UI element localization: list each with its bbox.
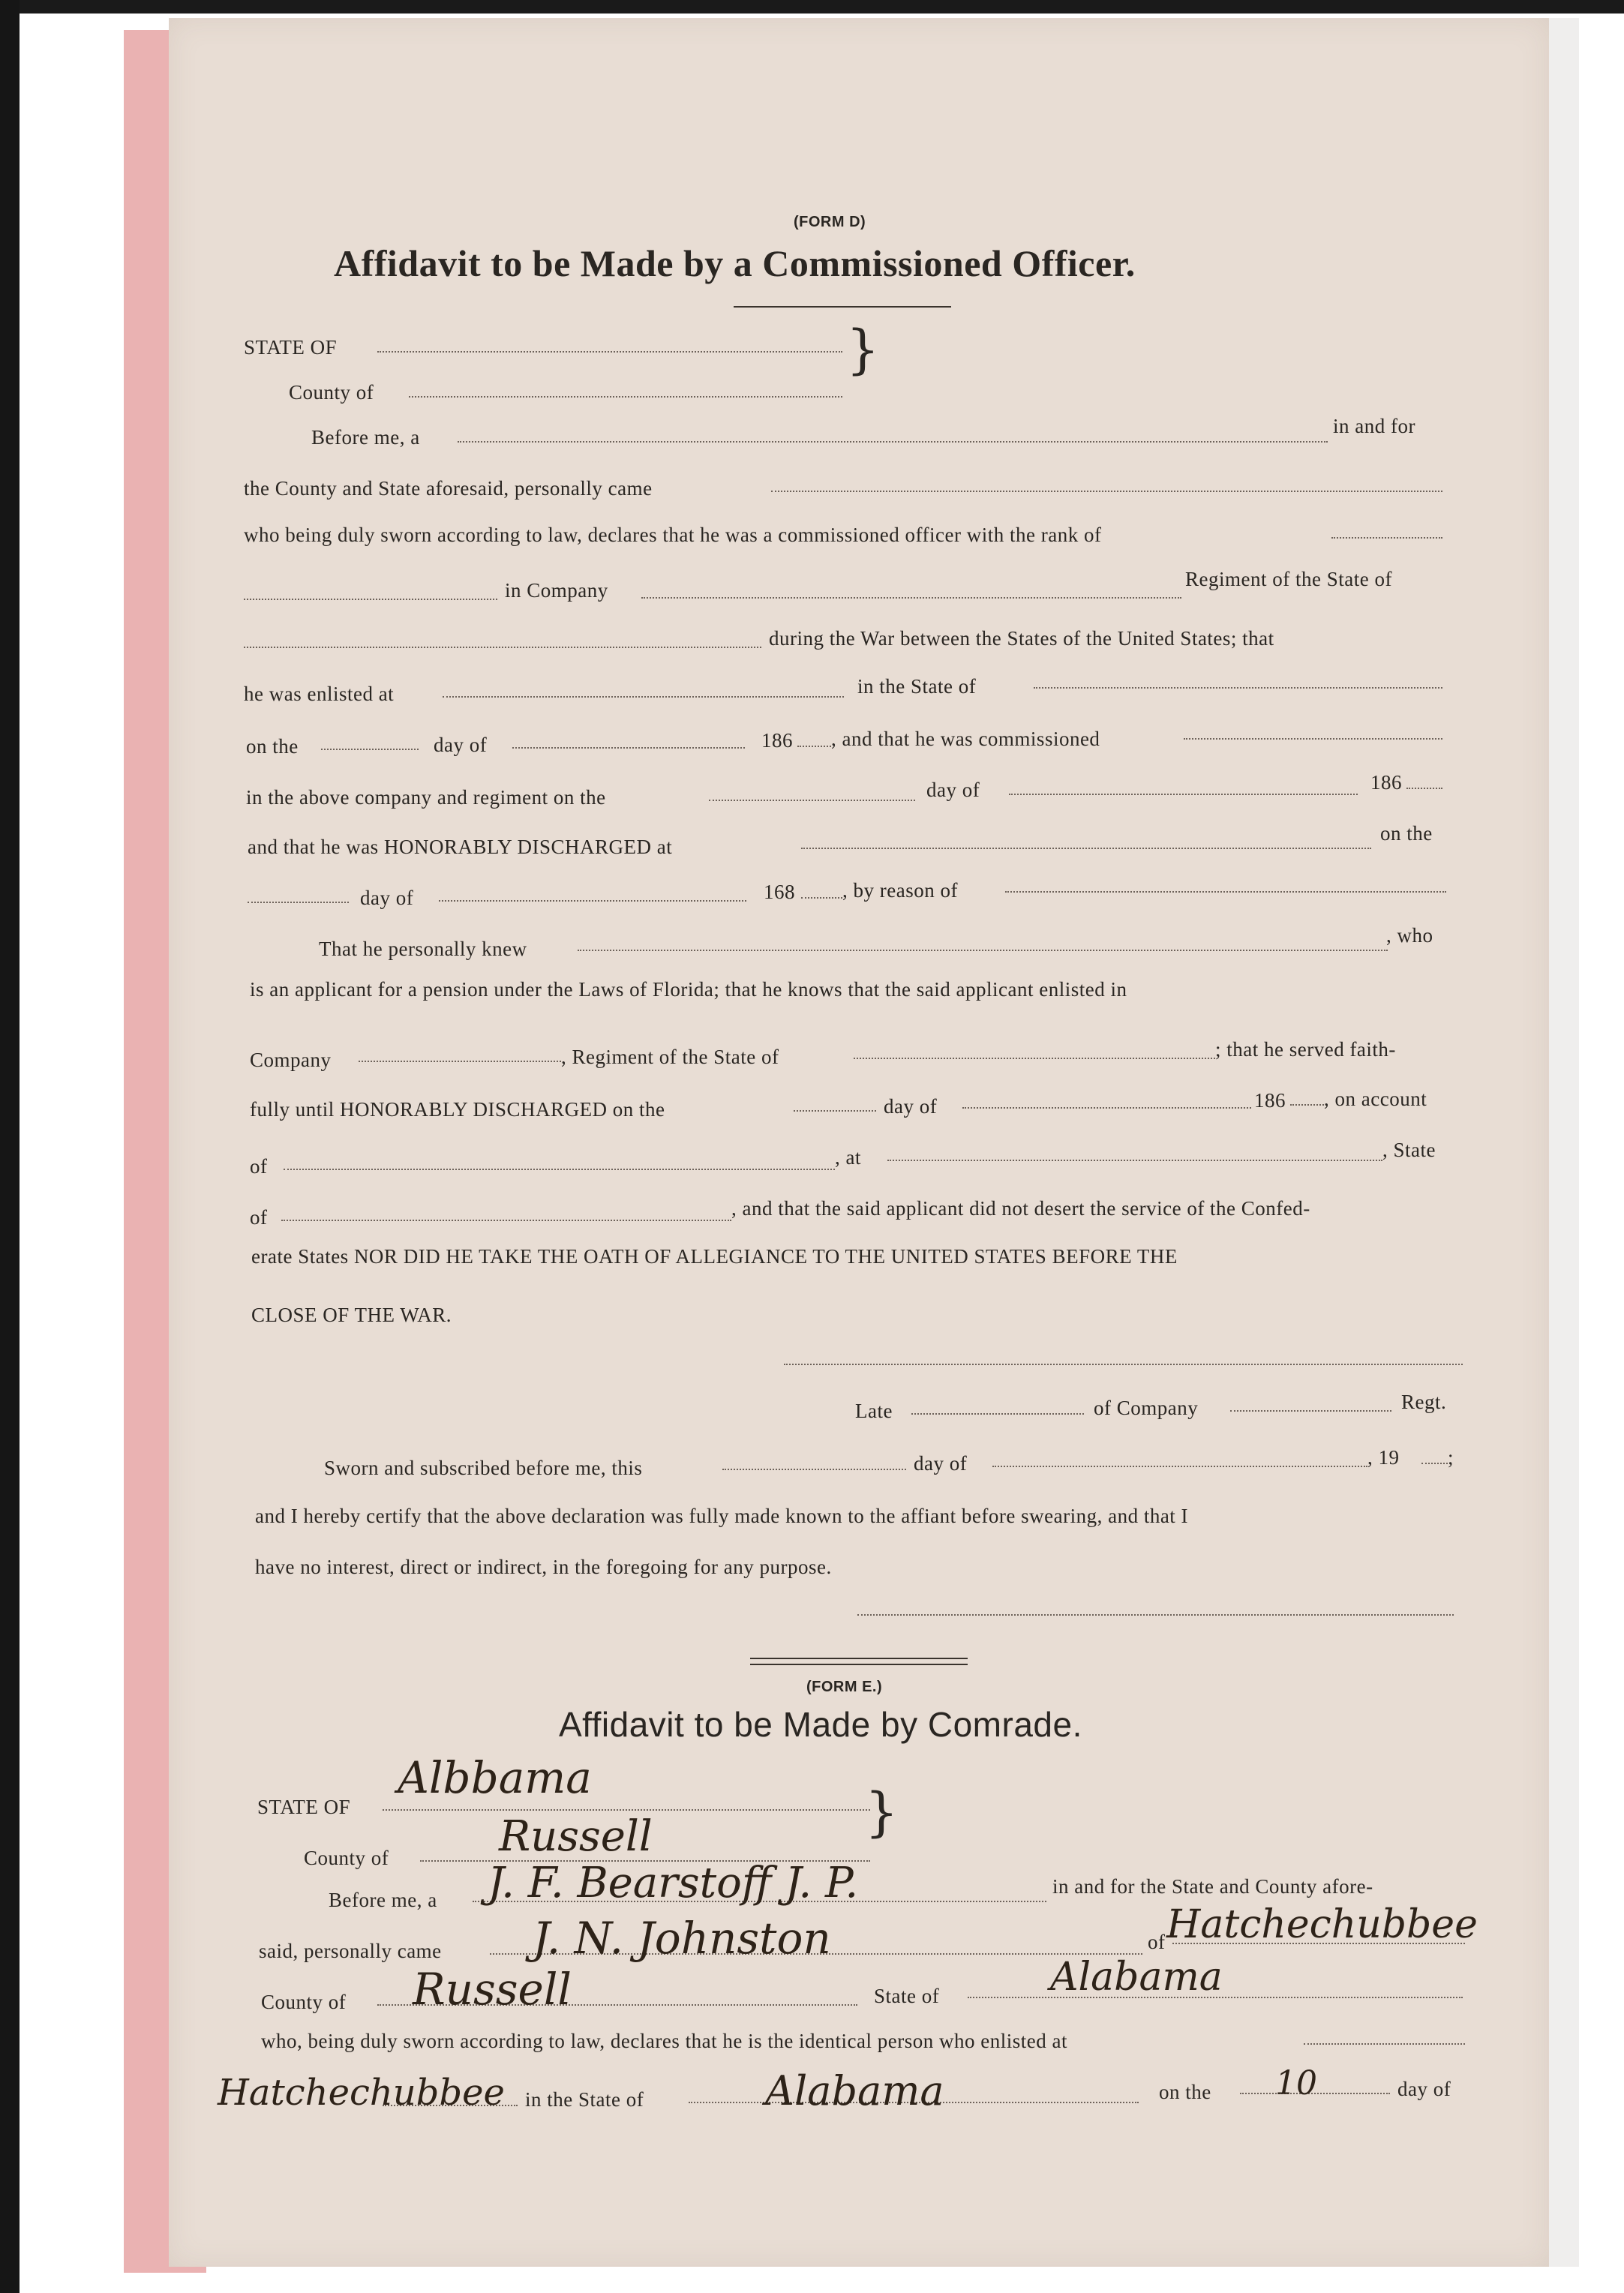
- rank-cont-line: [244, 599, 497, 600]
- commissioned-line: [1184, 738, 1442, 740]
- who-label: , who: [1386, 924, 1433, 947]
- hw-county: Russell: [499, 1812, 653, 1861]
- page-right-edge: [1549, 18, 1579, 2267]
- sworn-subscribed-text: Sworn and subscribed before me, this: [324, 1457, 643, 1479]
- year-line: [797, 746, 831, 747]
- county-of-line: [409, 396, 842, 398]
- year-168: 168: [764, 881, 795, 903]
- form-e-in-and-for: in and for the State and County afore-: [1052, 1875, 1373, 1898]
- fully-until-text: fully until HONORABLY DISCHARGED on the: [250, 1098, 665, 1121]
- discharge-day-line-2: [794, 1110, 876, 1112]
- hw-enlisted-place: Hatchechubbee: [218, 2072, 505, 2114]
- title-rule: [734, 306, 951, 308]
- form-e-county-of: County of: [304, 1847, 389, 1869]
- reason-line: [1005, 891, 1446, 893]
- day-line: [321, 749, 419, 750]
- regiment-state-label: Regiment of the State of: [1185, 568, 1392, 590]
- discharged-text: and that he was HONORABLY DISCHARGED at: [248, 836, 673, 858]
- county-of-label: County of: [289, 381, 374, 404]
- hw-came: J. N. Johnston: [533, 1913, 831, 1964]
- county-state-came: the County and State aforesaid, personally came: [244, 477, 653, 500]
- form-e-rule-top-2: [750, 1664, 968, 1665]
- form-e-label: (FORM E.): [806, 1679, 883, 1695]
- sworn-day-line: [722, 1469, 906, 1470]
- state-of-line: [377, 351, 842, 353]
- month-line: [512, 747, 745, 749]
- year-line-4: [1290, 1104, 1324, 1106]
- company-line-2: [359, 1061, 561, 1062]
- close-of-war: CLOSE OF THE WAR.: [251, 1304, 452, 1326]
- account-line: [284, 1169, 835, 1170]
- on-the-end: on the: [1380, 822, 1433, 845]
- day-of-label-3: day of: [360, 887, 414, 909]
- duly-sworn-text: who being duly sworn according to law, declares that he was a commissioned officer with the rank of: [244, 524, 1102, 546]
- year-19: , 19: [1367, 1446, 1400, 1469]
- form-e-before-me: Before me, a: [329, 1889, 437, 1911]
- discharged-at-line: [801, 848, 1371, 849]
- hw-of-place: Hatchechubbee: [1166, 1902, 1478, 1947]
- of-label-1: of: [250, 1155, 268, 1178]
- day-of-label-4: day of: [884, 1095, 938, 1118]
- state-line: [244, 647, 761, 648]
- at-line: [887, 1160, 1382, 1161]
- of-company-line: [1230, 1410, 1391, 1412]
- in-state-line: [1034, 687, 1442, 689]
- during-war-text: during the War between the States of the United States; that: [769, 627, 1274, 650]
- form-e-county-of-2: County of: [261, 1991, 347, 2013]
- at-label: , at: [835, 1146, 861, 1169]
- hw-state-2: Alabama: [1050, 1955, 1223, 2000]
- scan-border-left: [0, 0, 20, 2293]
- hw-state-3: Alabama: [765, 2067, 944, 2114]
- year-186-3: 186: [1254, 1089, 1286, 1112]
- personally-knew-label: That he personally knew: [319, 938, 527, 960]
- form-e-state-line: [383, 1809, 870, 1811]
- above-day-line: [709, 800, 915, 801]
- sworn-month-line: [992, 1466, 1367, 1467]
- above-company-text: in the above company and regiment on the: [246, 786, 606, 809]
- form-e-in-state-of: in the State of: [525, 2088, 644, 2111]
- form-e-day-of: day of: [1397, 2078, 1451, 2100]
- company-line: [641, 597, 1181, 599]
- form-e-duly-sworn: who, being duly sworn according to law, declares that he is the identical person who enlisted at: [261, 2030, 1067, 2052]
- regiment-line-2: [854, 1058, 1215, 1059]
- state-line-2: [281, 1220, 731, 1221]
- in-state-of-label: in the State of: [857, 675, 977, 698]
- before-me-label: Before me, a: [311, 426, 420, 449]
- hw-day: 10: [1275, 2064, 1317, 2102]
- discharge-day-line: [248, 902, 349, 903]
- applicant-text: is an applicant for a pension under the Laws of Florida; that he knows that the said applicant enlisted in: [250, 978, 1127, 1001]
- on-account-label: , on account: [1324, 1088, 1427, 1110]
- form-d-title: Affidavit to be Made by a Commissioned Officer.: [334, 242, 1136, 284]
- discharge-month-line: [439, 900, 746, 902]
- hw-state: Albbama: [398, 1752, 592, 1803]
- form-e-title: Affidavit to be Made by Comrade.: [559, 1705, 1082, 1744]
- enlisted-at-label: he was enlisted at: [244, 683, 395, 705]
- semicolon: ;: [1448, 1446, 1454, 1469]
- day-of-label-5: day of: [914, 1452, 968, 1475]
- came-line: [771, 491, 1442, 492]
- served-faith-label: ; that he served faith-: [1215, 1038, 1396, 1061]
- year-line-5: [1421, 1463, 1448, 1464]
- form-d-label: (FORM D): [794, 214, 866, 230]
- form-e-brace: }: [865, 1781, 899, 1843]
- company-label: Company: [250, 1049, 332, 1071]
- knew-line: [578, 950, 1388, 951]
- before-me-line: [458, 441, 1328, 443]
- state-label: , State: [1382, 1139, 1436, 1161]
- form-e-state-of: STATE OF: [257, 1796, 351, 1818]
- form-e-said-came: said, personally came: [259, 1940, 442, 1962]
- year-186: 186: [761, 729, 793, 752]
- regt-label: Regt.: [1401, 1391, 1447, 1413]
- late-label: Late: [855, 1400, 893, 1422]
- day-of-label: day of: [434, 734, 488, 756]
- hw-county-2: Russell: [413, 1964, 572, 2015]
- above-month-line: [1009, 794, 1358, 795]
- scan-border-top: [0, 0, 1624, 14]
- form-e-of: of: [1148, 1931, 1166, 1953]
- no-interest-text: have no interest, direct or indirect, in the foregoing for any purpose.: [255, 1556, 832, 1578]
- form-e-state-of-2: State of: [874, 1985, 940, 2007]
- commissioned-label: , and that he was commissioned: [831, 728, 1100, 750]
- enlisted-at-line: [443, 696, 844, 698]
- state-of-label: STATE OF: [244, 336, 338, 359]
- of-company-label: of Company: [1094, 1397, 1199, 1419]
- form-e-rule-top: [750, 1658, 968, 1659]
- signature-line: [784, 1364, 1463, 1365]
- by-reason-label: , by reason of: [842, 879, 958, 902]
- of-label-2: of: [250, 1206, 268, 1229]
- rank-line: [1331, 537, 1442, 539]
- hw-before-me: J. F. Bearstoff J. P.: [488, 1859, 859, 1907]
- oath-text: erate States NOR DID HE TAKE THE OATH OF ALLEGIANCE TO THE UNITED STATES BEFORE THE: [251, 1245, 1178, 1268]
- regiment-state-label-2: , Regiment of the State of: [561, 1046, 779, 1068]
- day-of-label-2: day of: [926, 779, 980, 801]
- form-e-enlisted-line: [1304, 2043, 1465, 2045]
- notary-signature-line: [857, 1614, 1454, 1616]
- form-e-on-the: on the: [1159, 2081, 1211, 2103]
- year-186-2: 186: [1370, 771, 1402, 794]
- in-company-label: in Company: [505, 579, 608, 602]
- year-line-2: [1406, 788, 1442, 789]
- late-line: [911, 1413, 1084, 1415]
- brace: }: [846, 319, 880, 380]
- year-line-3: [801, 897, 842, 899]
- not-desert-text: , and that the said applicant did not desert the service of the Confed-: [731, 1197, 1310, 1220]
- discharge-month-line-2: [962, 1107, 1251, 1109]
- on-the-label: on the: [246, 735, 299, 758]
- certify-text: and I hereby certify that the above declaration was fully made known to the affiant before swearing, and that I: [255, 1505, 1189, 1527]
- in-and-for-label: in and for: [1333, 415, 1415, 437]
